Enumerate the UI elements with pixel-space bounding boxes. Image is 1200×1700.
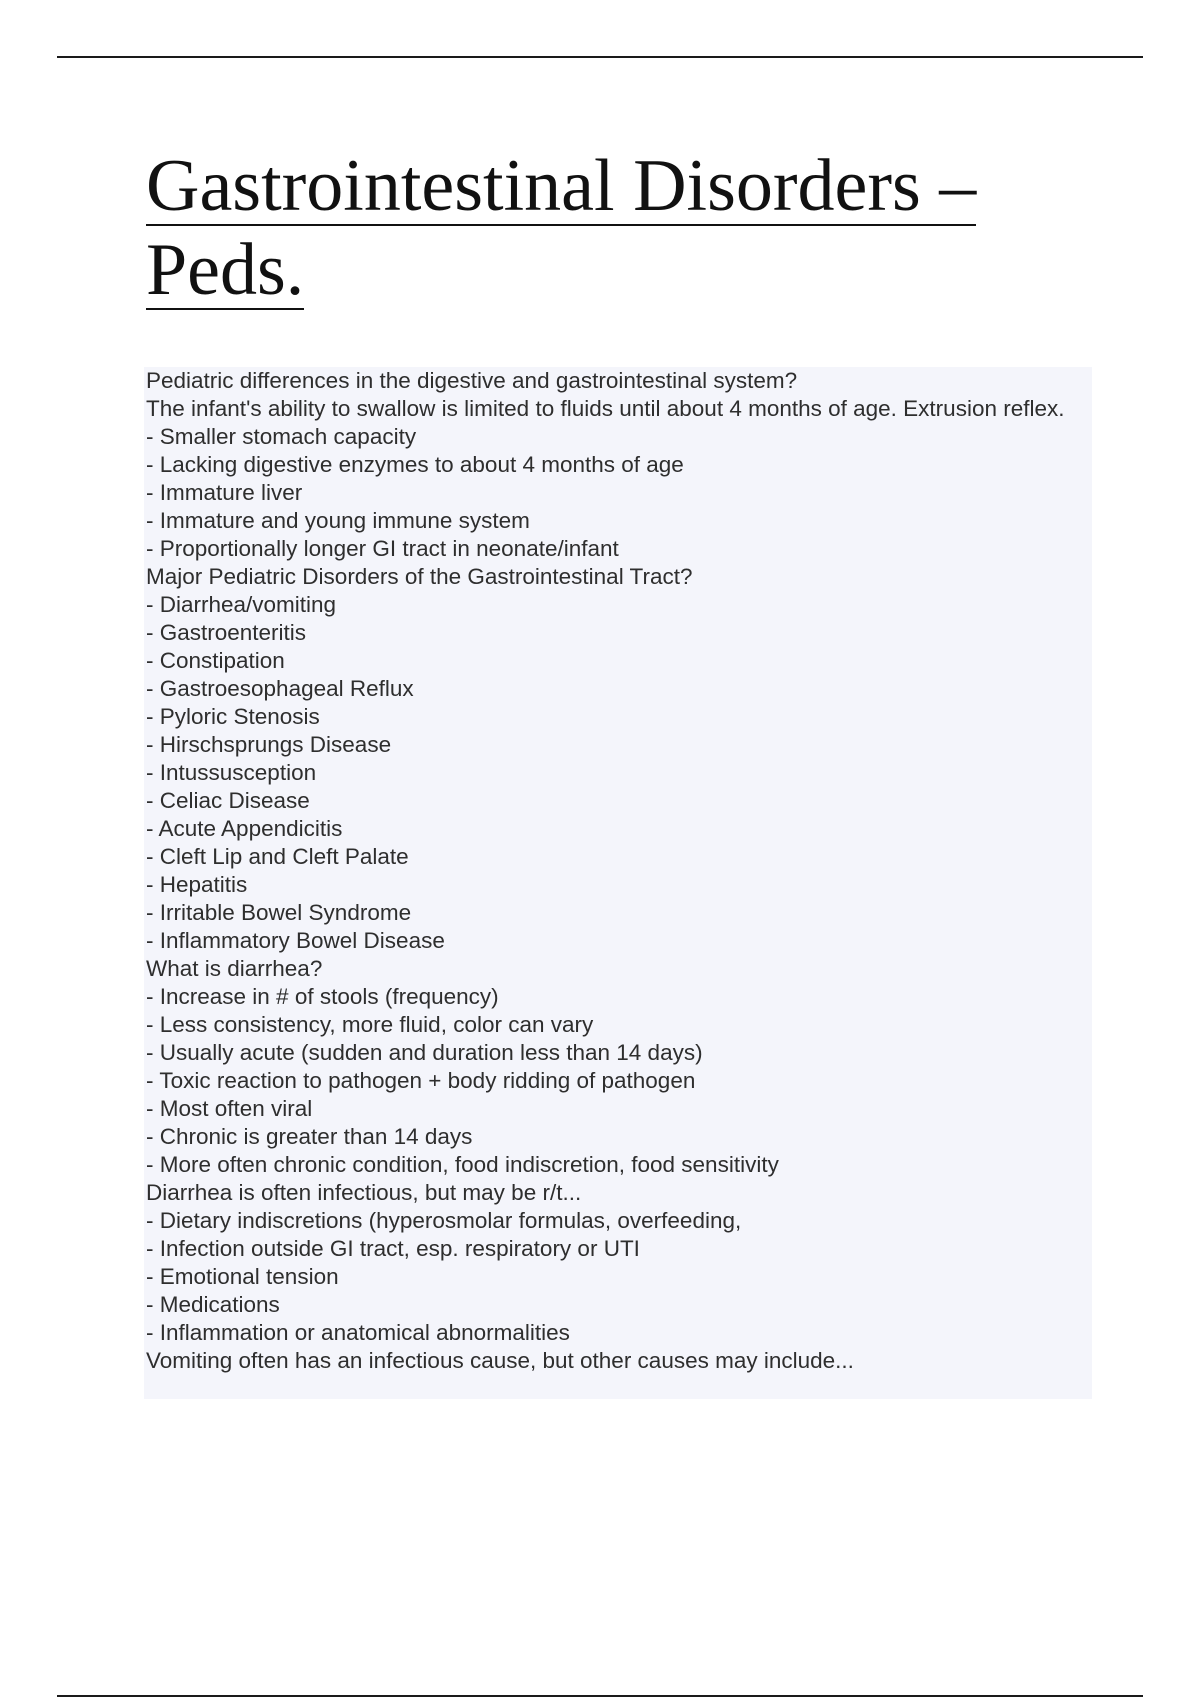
list-item: - Cleft Lip and Cleft Palate bbox=[146, 844, 409, 869]
list-item: - Acute Appendicitis bbox=[146, 816, 343, 841]
question-line: Major Pediatric Disorders of the Gastrointestinal Tract? bbox=[146, 564, 693, 589]
list-item: - Medications bbox=[146, 1292, 280, 1317]
list-item: - Dietary indiscretions (hyperosmolar formulas, overfeeding, bbox=[146, 1208, 742, 1233]
list-item: - Lacking digestive enzymes to about 4 months of age bbox=[146, 452, 684, 477]
list-item: - Immature liver bbox=[146, 480, 303, 505]
list-item: - Most often viral bbox=[146, 1096, 313, 1121]
list-item: - Hepatitis bbox=[146, 872, 248, 897]
title-line-2: Peds. bbox=[146, 229, 305, 311]
list-item: - Infection outside GI tract, esp. respiratory or UTI bbox=[146, 1236, 640, 1261]
list-item: - Proportionally longer GI tract in neonate/infant bbox=[146, 536, 619, 561]
list-item: - Increase in # of stools (frequency) bbox=[146, 984, 499, 1009]
list-item: - Immature and young immune system bbox=[146, 508, 530, 533]
list-item: - Celiac Disease bbox=[146, 788, 310, 813]
list-item: - Irritable Bowel Syndrome bbox=[146, 900, 412, 925]
list-item: - More often chronic condition, food indiscretion, food sensitivity bbox=[146, 1152, 779, 1177]
text-line: The infant's ability to swallow is limited to fluids until about 4 months of age. Extrusion reflex. bbox=[146, 396, 1065, 421]
question-line: Vomiting often has an infectious cause, but other causes may include... bbox=[146, 1348, 854, 1373]
page-title bbox=[146, 144, 1046, 312]
list-item: - Emotional tension bbox=[146, 1264, 339, 1289]
question-line: What is diarrhea? bbox=[146, 956, 323, 981]
list-item: - Inflammation or anatomical abnormalities bbox=[146, 1320, 570, 1345]
list-item: - Inflammatory Bowel Disease bbox=[146, 928, 445, 953]
list-item: - Less consistency, more fluid, color can vary bbox=[146, 1012, 594, 1037]
flashcard-content bbox=[144, 367, 1092, 1399]
list-item: - Gastroesophageal Reflux bbox=[146, 676, 414, 701]
list-item: - Diarrhea/vomiting bbox=[146, 592, 337, 617]
list-item: - Constipation bbox=[146, 648, 285, 673]
list-item: - Smaller stomach capacity bbox=[146, 424, 417, 449]
list-item: - Toxic reaction to pathogen + body ridding of pathogen bbox=[146, 1068, 696, 1093]
list-item: - Usually acute (sudden and duration less than 14 days) bbox=[146, 1040, 703, 1065]
list-item: - Gastroenteritis bbox=[146, 620, 307, 645]
list-item: - Chronic is greater than 14 days bbox=[146, 1124, 473, 1149]
question-line: Pediatric differences in the digestive and gastrointestinal system? bbox=[146, 368, 798, 393]
title-line-1: Gastrointestinal Disorders – bbox=[146, 145, 977, 227]
list-item: - Intussusception bbox=[146, 760, 317, 785]
list-item: - Hirschsprungs Disease bbox=[146, 732, 392, 757]
bottom-rule bbox=[57, 1695, 1143, 1697]
list-item: - Pyloric Stenosis bbox=[146, 704, 320, 729]
top-rule bbox=[57, 56, 1143, 58]
question-line: Diarrhea is often infectious, but may be r/t... bbox=[146, 1180, 582, 1205]
